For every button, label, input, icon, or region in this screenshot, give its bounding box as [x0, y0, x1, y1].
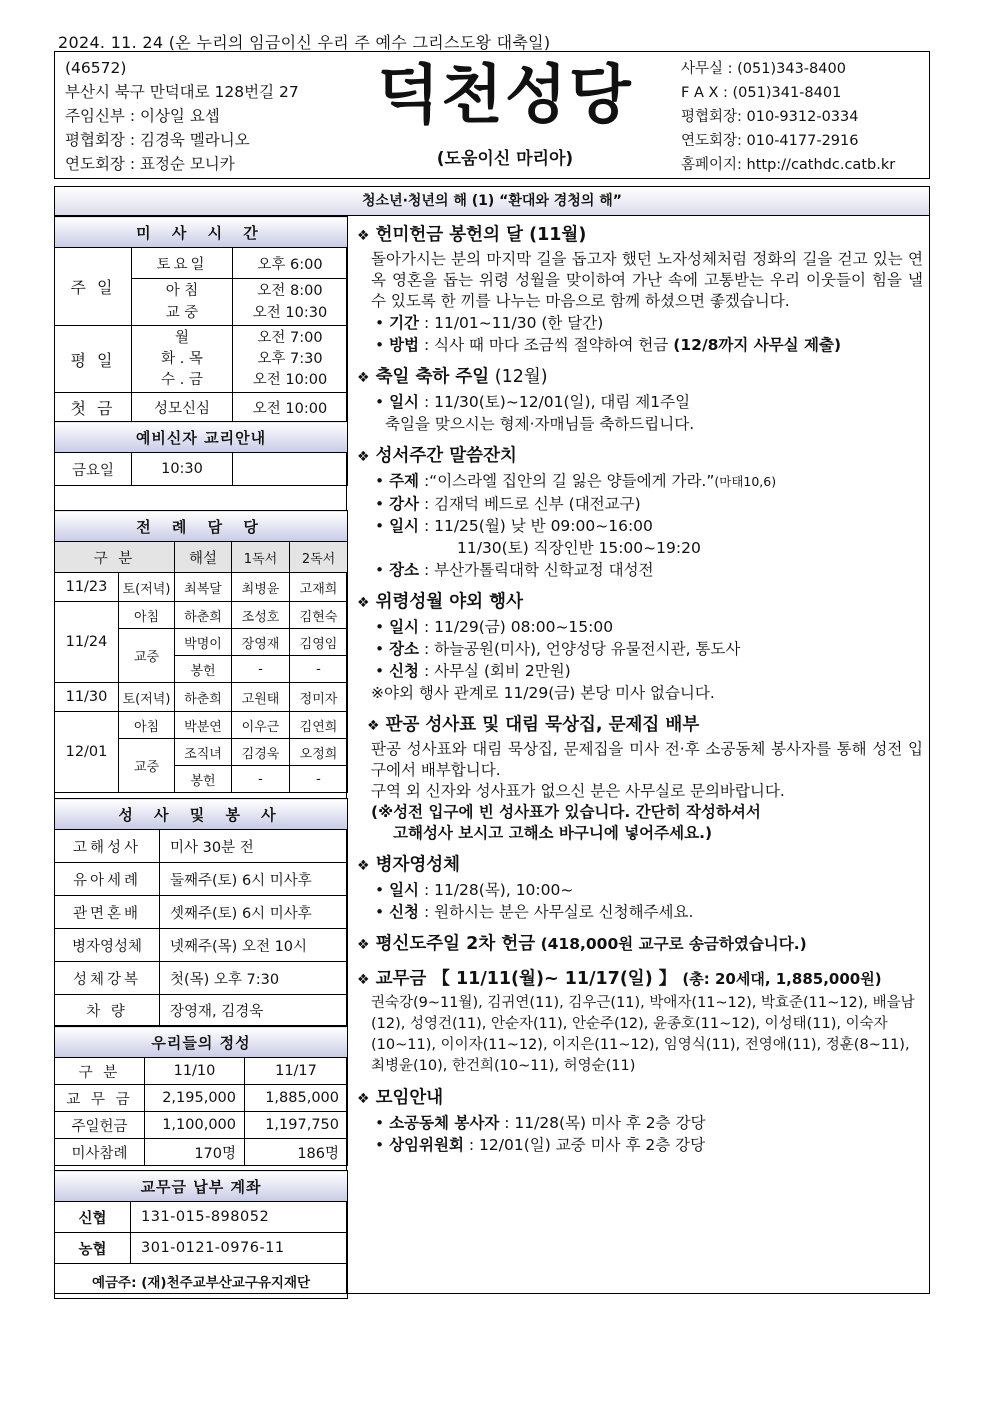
item-key: 장소: [389, 561, 420, 579]
parish-info: [65, 56, 299, 176]
offering-header: 구 분: [55, 1058, 145, 1085]
liturgy-cell: 정미자: [290, 683, 348, 712]
liturgy-cell: 김현숙: [290, 602, 348, 629]
sacrament-label: 성체강복: [55, 962, 160, 995]
sun-times: [233, 279, 348, 326]
sunday-label: 주 일: [55, 248, 132, 326]
liturgy-cell: -: [232, 766, 290, 793]
sun-days: [132, 279, 233, 326]
notice-item: • 장소 : 부산가톨릭대학 신학교정 대성전: [375, 561, 654, 579]
item-value: : 원하시는 분은 사무실로 신청해주세요.: [419, 903, 694, 921]
sacrament-value: 장영재, 김경욱: [160, 995, 348, 1026]
notice-item: • 기간 : 11/01~11/30 (한 달간): [375, 314, 604, 332]
item-deadline: (12/8까지 사무실 제출): [673, 336, 842, 354]
sacraments-table: [54, 798, 348, 1026]
notice-title: 성서주간 말씀잔치: [375, 446, 517, 466]
liturgy-mass-type: 토(저녁): [119, 683, 175, 712]
notice-item: • 일시 : 11/28(목), 10:00~: [375, 881, 574, 899]
offering-value: 2,195,000: [145, 1085, 245, 1112]
wk-day-wed-fri: 수 . 금: [161, 371, 203, 388]
homepage: 홈페이지: http://cathdc.catb.kr: [681, 157, 896, 173]
sacrament-value: 미사 30분 전: [160, 830, 348, 863]
account-number: 131-015-898052: [131, 1202, 348, 1233]
item-value: : 12/01(일) 교중 미사 후 2층 강당: [463, 1136, 706, 1154]
notice-body: 판공 성사표와 대림 묵상집, 문제집을 미사 전·후 소공동체 봉사자를 통해 성전 입구에서 배부합니다.: [371, 740, 923, 779]
council-president: 평협회장 : 김경욱 멜라니오: [65, 131, 250, 149]
mass-schedule-table: [54, 216, 348, 486]
item-key: 일시: [389, 881, 420, 899]
item-key: 일시: [389, 393, 420, 411]
first-friday-label: 첫 금: [55, 393, 132, 422]
sacrament-value: 넷째주(목) 오전 10시: [160, 929, 348, 962]
bank-name: 농협: [55, 1233, 131, 1264]
item-key: 소공동체 봉사자: [389, 1114, 500, 1132]
sun-day-main: 교 중: [165, 305, 199, 321]
diamond-bullet-icon: ❖: [357, 937, 370, 953]
diamond-bullet-icon: ❖: [357, 972, 370, 988]
notice-item: • 방법 : 식사 때 마다 조금씩 절약하여 헌금 (12/8까지 사무실 제출): [375, 336, 842, 354]
sacrament-label: 병자영성체: [55, 929, 160, 962]
wk-time-mon: 오전 7:00: [257, 329, 323, 346]
offering-value: 170명: [145, 1139, 245, 1166]
item-value: : 김재덕 베드로 신부 (대전교구): [419, 495, 641, 513]
masthead: [54, 51, 930, 179]
liturgy-cell: 고원태: [232, 683, 290, 712]
liturgy-cell: 이우근: [232, 712, 290, 739]
liturgy-table: [54, 510, 348, 793]
weekday-label: 평 일: [55, 326, 132, 393]
sacrament-label: 고해성사: [55, 830, 160, 863]
notice-note: ※야외 행사 관계로 11/29(금) 본당 미사 없습니다.: [371, 684, 715, 702]
notice-title-suffix: (12월): [489, 367, 548, 387]
sacraments-title: 성 사 및 봉 사: [55, 799, 348, 830]
offering-label: 주일헌금: [55, 1112, 145, 1139]
sacrament-value: 셋째주(토) 6시 미사후: [160, 896, 348, 929]
notice-title: 모임안내: [375, 1088, 444, 1108]
item-value: : 사무실 (회비 2만원): [419, 662, 571, 680]
liturgy-cell: 조직녀: [175, 739, 232, 766]
wk-time-tue-thu: 오후 7:30: [257, 350, 323, 367]
notice-sick-communion: [357, 852, 923, 923]
liturgy-cell: 김경욱: [232, 739, 290, 766]
liturgy-cell: 오정희: [290, 739, 348, 766]
weekday-days: [132, 326, 233, 393]
address: 부산시 북구 만덕대로 128번길 27: [65, 83, 299, 101]
item-key: 상임위원회: [389, 1136, 464, 1154]
liturgy-header-reading1: 1독서: [232, 542, 290, 573]
account-number: 301-0121-0976-11: [131, 1233, 348, 1264]
liturgy-cell: 박명이: [175, 629, 232, 656]
liturgy-mass-type: 교중: [119, 629, 175, 683]
item-key: 기간: [389, 314, 420, 332]
liturgy-cell: 장영재: [232, 629, 290, 656]
offering-value: 186명: [245, 1139, 348, 1166]
offering-header: 11/17: [245, 1058, 348, 1085]
offering-label: 교 무 금: [55, 1085, 145, 1112]
notice-feast-day: [357, 364, 923, 435]
liturgy-cell: 고재희: [290, 573, 348, 602]
item-value: : 11/30(토)~12/01(일), 대림 제1주일: [419, 393, 691, 411]
item-value: : 하늘공원(미사), 언양성당 유물전시관, 통도사: [419, 640, 741, 658]
liturgy-cell: -: [232, 656, 290, 683]
liturgy-cell: 김연희: [290, 712, 348, 739]
bank-name: 신협: [55, 1202, 131, 1233]
offering-label: 미사참례: [55, 1139, 145, 1166]
notice-title: 교무금 【 11/11(월)~ 11/17(일) 】: [375, 969, 677, 989]
notice-title: 헌미헌금 봉헌의 달 (11월): [375, 225, 587, 245]
diamond-bullet-icon: ❖: [357, 449, 370, 465]
liturgy-cell: 김영임: [290, 629, 348, 656]
item-value: : 11/01~11/30 (한 달간): [419, 314, 604, 332]
parish-title: 덕천성당: [377, 59, 633, 133]
liturgy-cell: 최병윤: [232, 573, 290, 602]
notice-item: • 신청 : 원하시는 분은 사무실로 신청해주세요.: [375, 903, 694, 921]
dues-names: 권숙강(9~11월), 김귀연(11), 김우근(11), 박애자(11~12), 박효준(11~12), 배을남(12), 성영건(11), 안순자(11), 안순주(12), 윤종호(11~12), 이성태(11), 이숙자(10~11), 이이자(11~12), 이지은(11~12), 임영식(11), 전영애(11), 정훈(8~11), 최병윤(10), 한건희(10~11), 허영순(11): [371, 995, 915, 1074]
liturgy-date: 11/23: [55, 573, 119, 602]
liturgy-date: 12/01: [55, 712, 119, 793]
memorial-president: 연도회장 : 표정순 모니카: [65, 155, 235, 173]
memorial-phone: 연도회장: 010-4177-2916: [681, 133, 859, 149]
liturgy-header-division: 구 분: [55, 542, 175, 573]
notice-item-continued: 11/30(토) 직장인반 15:00~19:20: [457, 539, 701, 557]
sat-time: 오후 6:00: [233, 248, 348, 279]
notice-title: 축일 축하 주일: [375, 367, 490, 387]
pastor: 주임신부 : 이상일 요셉: [65, 107, 220, 125]
liturgy-mass-type: 교중: [119, 739, 175, 793]
liturgy-date: 11/24: [55, 602, 119, 683]
notice-body: 구역 외 신자와 성사표가 없으신 분은 사무실로 문의바랍니다.: [371, 782, 785, 800]
notice-title: 판공 성사표 및 대림 묵상집, 문제집 배부: [385, 715, 700, 735]
notice-item: • 주제 :“이스라엘 집안의 길 잃은 양들에게 가라.”(마태10,6): [375, 472, 777, 490]
notice-dues: [357, 966, 923, 1077]
offering-value: 1,885,000: [245, 1085, 348, 1112]
notice-item: • 강사 : 김재덕 베드로 신부 (대전교구): [375, 495, 641, 513]
wk-day-tue-thu: 화 . 목: [161, 350, 203, 367]
notice-title: 병자영성체: [375, 855, 461, 875]
notice-item: • 장소 : 하늘공원(미사), 언양성당 유물전시관, 통도사: [375, 640, 741, 658]
parish-subtitle: (도움이신 마리아): [436, 149, 574, 169]
liturgy-cell: 하춘희: [175, 683, 232, 712]
accounts-title: 교무금 납부 계좌: [55, 1171, 348, 1202]
diamond-bullet-icon: ❖: [357, 1091, 370, 1107]
notice-memorial-outing: [357, 589, 923, 704]
notice-item: • 일시 : 11/25(월) 낮 반 09:00~16:00: [375, 517, 653, 535]
liturgy-mass-type: 아침: [119, 712, 175, 739]
liturgy-cell: 봉헌: [175, 766, 232, 793]
notice-title-suffix: (418,000원 교구로 송금하였습니다.): [535, 935, 807, 953]
notices-column: [357, 222, 923, 1156]
offering-table: [54, 1026, 348, 1166]
item-key: 신청: [389, 903, 420, 921]
item-key: 방법: [389, 336, 420, 354]
notice-laity-sunday: [357, 931, 923, 958]
offering-value: 1,100,000: [145, 1112, 245, 1139]
mass-schedule-title: 미 사 시 간: [55, 217, 348, 248]
notice-note: 고해성사 보시고 고해소 바구니에 넣어주세요.): [393, 824, 713, 842]
notice-item: • 일시 : 11/29(금) 08:00~15:00: [375, 618, 614, 636]
sun-time-main: 오전 10:30: [252, 305, 328, 321]
item-key: 일시: [389, 618, 420, 636]
council-phone: 평협회장: 010-9312-0334: [681, 109, 859, 125]
notice-body: 축일을 맞으시는 형제·자매님들 축하드립니다.: [385, 415, 695, 433]
liturgy-mass-type: 아침: [119, 602, 175, 629]
contact-info: [681, 57, 895, 177]
diamond-bullet-icon: ❖: [357, 595, 370, 611]
liturgy-cell: 최복달: [175, 573, 232, 602]
offering-title: 우리들의 정성: [55, 1027, 348, 1058]
diamond-bullet-icon: ❖: [357, 370, 370, 386]
liturgy-cell: 봉헌: [175, 656, 232, 683]
fax: F A X : (051)341-8401: [681, 85, 842, 101]
diamond-bullet-icon: ❖: [357, 858, 370, 874]
item-value: : 식사 때 마다 조금씩 절약하여 헌금: [419, 336, 674, 354]
wk-day-mon: 월: [174, 329, 189, 346]
account-holder: 예금주: (재)천주교부산교구유지재단: [55, 1264, 348, 1299]
item-key: 주제: [389, 472, 420, 490]
item-value: :“이스라엘 집안의 길 잃은 양들에게 가라.”: [419, 472, 715, 490]
liturgy-mass-type: 토(저녁): [119, 573, 175, 602]
notice-confession-cards: [357, 712, 923, 844]
liturgy-cell: 박분연: [175, 712, 232, 739]
item-key: 강사: [389, 495, 420, 513]
office-phone: 사무실 : (051)343-8400: [681, 61, 846, 77]
sun-time-morning: 오전 8:00: [257, 283, 323, 299]
notice-item: • 소공동체 봉사자 : 11/28(목) 미사 후 2층 강당: [375, 1114, 706, 1132]
catechumen-time: 10:30: [132, 453, 233, 486]
notice-title: 위령성월 야외 행사: [375, 592, 523, 612]
liturgy-cell: 조성호: [232, 602, 290, 629]
sacrament-label: 관면혼배: [55, 896, 160, 929]
catechumen-extra: [233, 453, 348, 486]
sacrament-label: 유아세례: [55, 863, 160, 896]
diamond-bullet-icon: ❖: [367, 718, 380, 734]
first-friday-time: 오전 10:00: [233, 393, 348, 422]
sacrament-label: 차 량: [55, 995, 160, 1026]
notice-bible-week: [357, 443, 923, 581]
theme-banner: 청소년·청년의 해 (1) “환대와 경청의 해”: [54, 186, 930, 216]
weekday-times: [233, 326, 348, 393]
liturgy-date: 11/30: [55, 683, 119, 712]
liturgy-cell: -: [290, 766, 348, 793]
item-key: 신청: [389, 662, 420, 680]
catechumen-title: 예비신자 교리안내: [55, 422, 348, 453]
sun-day-morning: 아 침: [165, 283, 199, 299]
date-line: 2024. 11. 24 (온 누리의 임금이신 우리 주 예수 그리스도왕 대축일): [58, 33, 551, 52]
liturgy-header-reading2: 2독서: [290, 542, 348, 573]
notice-item: • 일시 : 11/30(토)~12/01(일), 대림 제1주일: [375, 393, 691, 411]
notice-title-suffix: (총: 20세대, 1,885,000원): [682, 970, 882, 988]
item-value: : 11/28(목), 10:00~: [419, 881, 574, 899]
offering-header: 11/10: [145, 1058, 245, 1085]
item-value: : 11/25(월) 낮 반 09:00~16:00: [419, 517, 653, 535]
notice-title: 평신도주일 2차 헌금: [375, 934, 536, 954]
wk-time-wed-fri: 오전 10:00: [252, 371, 328, 388]
accounts-table: [54, 1170, 348, 1299]
item-value: : 11/29(금) 08:00~15:00: [419, 618, 614, 636]
first-friday-day: 성모신심: [132, 393, 233, 422]
sacrament-value: 둘째주(토) 6시 미사후: [160, 863, 348, 896]
liturgy-cell: 하춘희: [175, 602, 232, 629]
postal-code: (46572): [65, 59, 127, 77]
notice-rice-offering: [357, 222, 923, 356]
sacrament-value: 첫(목) 오후 7:30: [160, 962, 348, 995]
catechumen-day: 금요일: [55, 453, 132, 486]
item-key: 장소: [389, 640, 420, 658]
liturgy-header-commentary: 해설: [175, 542, 232, 573]
notice-item: • 신청 : 사무실 (회비 2만원): [375, 662, 571, 680]
offering-value: 1,197,750: [245, 1112, 348, 1139]
diamond-bullet-icon: ❖: [357, 228, 370, 244]
item-reference: (마태10,6): [714, 474, 777, 489]
item-key: 일시: [389, 517, 420, 535]
notice-note: (※성전 입구에 빈 성사표가 있습니다. 간단히 작성하셔서: [371, 803, 761, 821]
notice-body: 돌아가시는 분의 마지막 길을 돕고자 했던 노자성체처럼 정화의 길을 걷고 있는 연옥 영혼을 돕는 위령 성월을 맞이하여 가난 속에 고통받는 우리 이웃들이 힘을 낼 수 있도록 한 끼를 나누는 마음으로 함께 하셨으면 좋겠습니다.: [371, 250, 923, 310]
liturgy-title: 전 례 담 당: [55, 511, 348, 542]
item-value: : 부산가톨릭대학 신학교정 대성전: [419, 561, 654, 579]
notice-meetings: [357, 1085, 923, 1156]
item-value: : 11/28(목) 미사 후 2층 강당: [499, 1114, 706, 1132]
liturgy-cell: -: [290, 656, 348, 683]
notice-item: • 상임위원회 : 12/01(일) 교중 미사 후 2층 강당: [375, 1136, 706, 1154]
sat-day: 토요일: [132, 248, 233, 279]
